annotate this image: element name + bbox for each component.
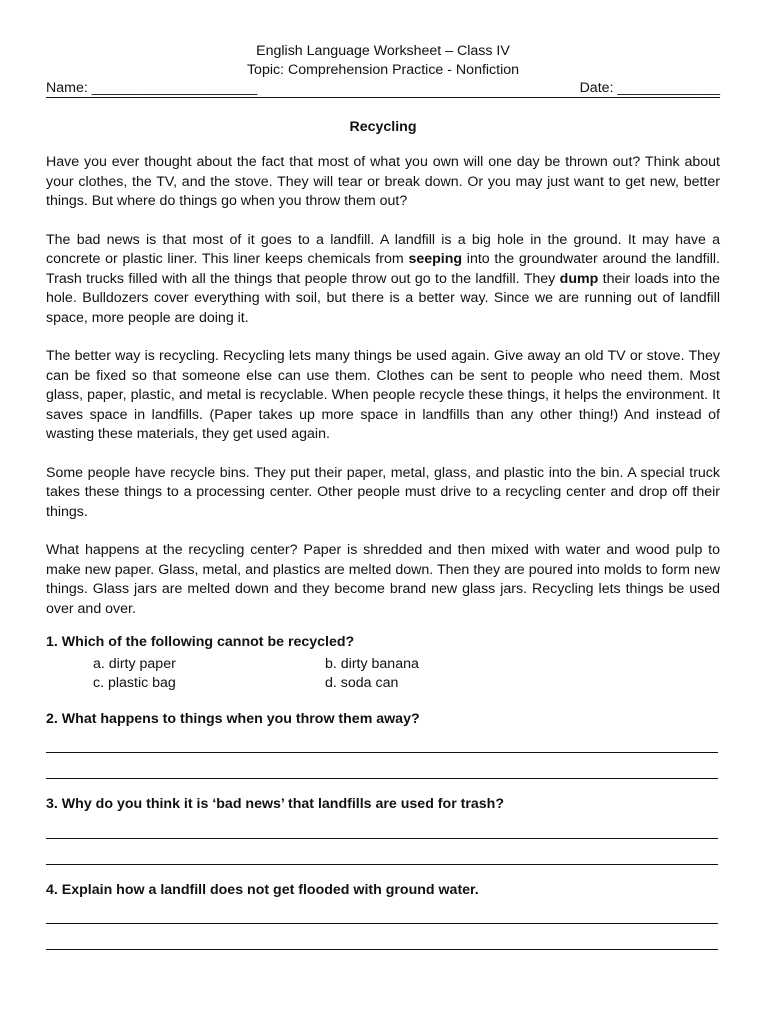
worksheet-topic-line: Topic: Comprehension Practice - Nonfiction [246, 62, 520, 78]
question-4 [46, 881, 720, 951]
question-3-text: 3. Why do you think it is ‘bad news’ that landfills are used for trash? [46, 796, 505, 812]
question-1-options [93, 655, 720, 694]
worksheet-body [46, 153, 720, 952]
answer-line[interactable] [46, 729, 718, 753]
paragraph-4: Some people have recycle bins. They put their paper, metal, glass, and plastic into the bin. A special truck takes these things to a processing center. Other people must drive to a recycling center and drop off their things. [46, 464, 720, 520]
paragraph-5: What happens at the recycling center? Paper is shredded and then mixed with water and wood pulp to make new paper. Glass, metal, and plastics are melted down. Then they are poured into molds to form new things. Glass jars are melted down and they become brand new glass jars. Recycling lets things be used over and over. [46, 542, 720, 617]
paragraph-2: The bad news is that most of it goes to a landfill. A landfill is a big hole in the ground. It may have a concrete or plastic liner. This liner keeps chemicals from seeping into the groundwater around the landfill. Trash trucks filled with all the things that people throw out go to the landfill. They dump their loads into the hole. Bulldozers cover everything with soil, but there is a better way. Since we are running out of landfill space, more people are doing it. [46, 231, 720, 326]
option-c[interactable]: c. plastic bag [93, 675, 176, 691]
question-1 [46, 633, 720, 694]
answer-line[interactable] [46, 926, 718, 950]
question-3 [46, 795, 720, 865]
name-field[interactable]: Name: _____________________ [46, 80, 258, 96]
answer-line[interactable] [46, 900, 718, 924]
question-2 [46, 710, 720, 780]
bold-word-seeping: seeping [408, 251, 463, 267]
passage-title: Recycling [349, 119, 417, 135]
answer-line[interactable] [46, 841, 718, 865]
question-1-text: 1. Which of the following cannot be recycled? [46, 634, 355, 650]
question-4-text: 4. Explain how a landfill does not get flooded with ground water. [46, 881, 479, 898]
date-field[interactable]: Date: _____________ [579, 80, 720, 96]
worksheet-header [46, 42, 720, 80]
worksheet-class-line: English Language Worksheet – Class IV [256, 43, 510, 59]
name-date-row [46, 80, 720, 98]
paragraph-3: The better way is recycling. Recycling lets many things be used again. Give away an old TV or stove. They can be fixed so that someone else can use them. Clothes can be sent to people who need them. Most glass, paper, plastic, and metal is recyclable. When people recycle these things, it helps the environment. It saves space in landfills. (Paper takes up more space in landfills than any other thing!) And instead of wasting these materials, they get used again. [46, 348, 720, 442]
paragraph-1: Have you ever thought about the fact that most of what you own will one day be thrown out? Think about your clothes, the TV, and the stove. They will tear or break down. Or you may just want to get new, better things. But where do things go when you throw them out? [46, 154, 720, 209]
option-b[interactable]: b. dirty banana [325, 655, 419, 672]
question-2-text: 2. What happens to things when you throw them away? [46, 710, 420, 727]
bold-word-dump: dump [559, 270, 599, 287]
option-a[interactable]: a. dirty paper [93, 655, 176, 672]
option-d[interactable]: d. soda can [325, 675, 399, 691]
answer-line[interactable] [46, 815, 718, 839]
answer-line[interactable] [46, 755, 718, 779]
